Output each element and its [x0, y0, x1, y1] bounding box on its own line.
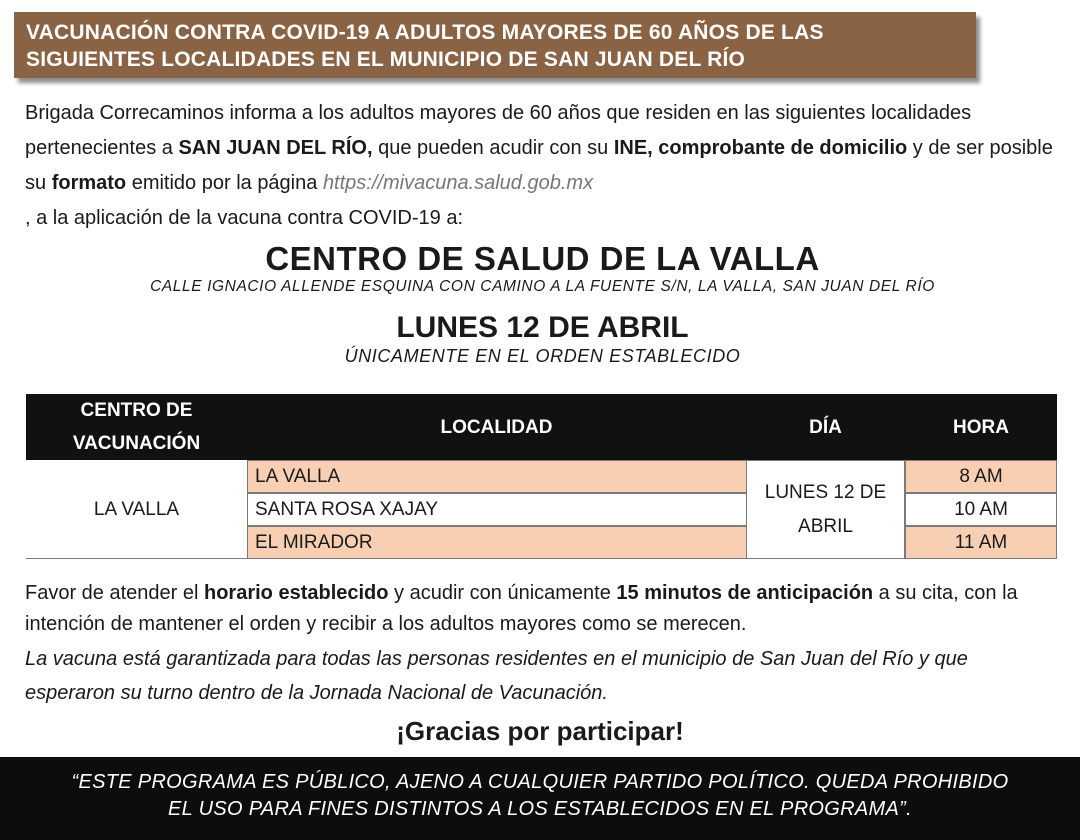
schedule-text: horario establecido [204, 582, 389, 604]
table-row-locality: SANTA ROSA XAJAY [247, 493, 746, 526]
note-text: Favor de atender el [25, 582, 204, 604]
banner-line-2: SIGUIENTES LOCALIDADES EN EL MUNICIPIO DE SAN JUAN DEL RÍO [26, 48, 746, 71]
title-banner [14, 12, 976, 78]
header-day: DÍA [809, 416, 842, 438]
intro-text: que pueden acudir con su [372, 137, 614, 159]
table-divider [26, 558, 247, 559]
table-row-hour: 10 AM [905, 493, 1057, 526]
table-row-hour: 8 AM [905, 460, 1057, 493]
day-cell: LUNES 12 DE ABRIL [746, 460, 905, 559]
intro-text: emitido por la página [126, 172, 323, 194]
intro-text: Brigada Correcaminos informa a los adultos mayores de 60 años que residen en las siguientes localidades pertenecientes a [25, 102, 972, 159]
anticipation-text: 15 minutos de anticipación [616, 582, 874, 604]
schedule-table [26, 394, 1057, 559]
table-row-hour: 11 AM [905, 526, 1057, 559]
vaccination-center-cell: LA VALLA [93, 498, 180, 520]
format-text: formato [51, 172, 127, 194]
header-center-line-2: VACUNACIÓN [72, 433, 201, 454]
header-hour: HORA [953, 416, 1009, 438]
venue-name: CENTRO DE SALUD DE LA VALLA [265, 240, 820, 277]
vaccine-url: https://mivacuna.salud.gob.mx [322, 172, 594, 194]
footer-line-2: EL USO PARA FINES DISTINTOS A LOS ESTABLECIDOS EN EL PROGRAMA”. [168, 798, 912, 820]
thanks-heading: ¡Gracias por participar! [396, 716, 684, 746]
header-center [26, 394, 247, 460]
table-row-locality: LA VALLA [247, 460, 746, 493]
intro-text: , a la aplicación de la vacuna contra COVID-19 a: [25, 207, 464, 229]
venue-address: CALLE IGNACIO ALLENDE ESQUINA CON CAMINO A LA FUENTE S/N, LA VALLA, SAN JUAN DEL RÍO [150, 278, 935, 295]
requirements-text: INE, comprobante de domicilio [613, 137, 908, 159]
note-paragraph [25, 578, 1060, 640]
date-subtitle: ÚNICAMENTE EN EL ORDEN ESTABLECIDO [344, 346, 741, 366]
intro-paragraph [25, 96, 1060, 236]
header-locality: LOCALIDAD [440, 416, 553, 438]
table-header [26, 394, 1057, 460]
footer-line-1: “ESTE PROGRAMA ES PÚBLICO, AJENO A CUALQUIER PARTIDO POLÍTICO. QUEDA PROHIBIDO [71, 771, 1009, 793]
guarantee-paragraph: La vacuna está garantizada para todas las personas residentes en el municipio de San Juan del Río y que esperaron su turno dentro de la Jornada Nacional de Vacunación. [25, 648, 968, 704]
header-center-line-1: CENTRO DE [80, 400, 193, 421]
intro-text: y de ser posible su [25, 137, 1053, 194]
municipality-name: SAN JUAN DEL RÍO, [178, 137, 373, 159]
banner-line-1: VACUNACIÓN CONTRA COVID-19 A ADULTOS MAYORES DE 60 AÑOS DE LAS [26, 21, 824, 44]
legal-footer [0, 757, 1080, 840]
note-text: y acudir con únicamente [388, 582, 617, 604]
date-title: LUNES 12 DE ABRIL [396, 311, 689, 344]
table-row-locality: EL MIRADOR [247, 526, 746, 559]
note-text: a su cita, con la intención de mantener el orden y recibir a los adultos mayores como se merecen. [25, 582, 1018, 635]
